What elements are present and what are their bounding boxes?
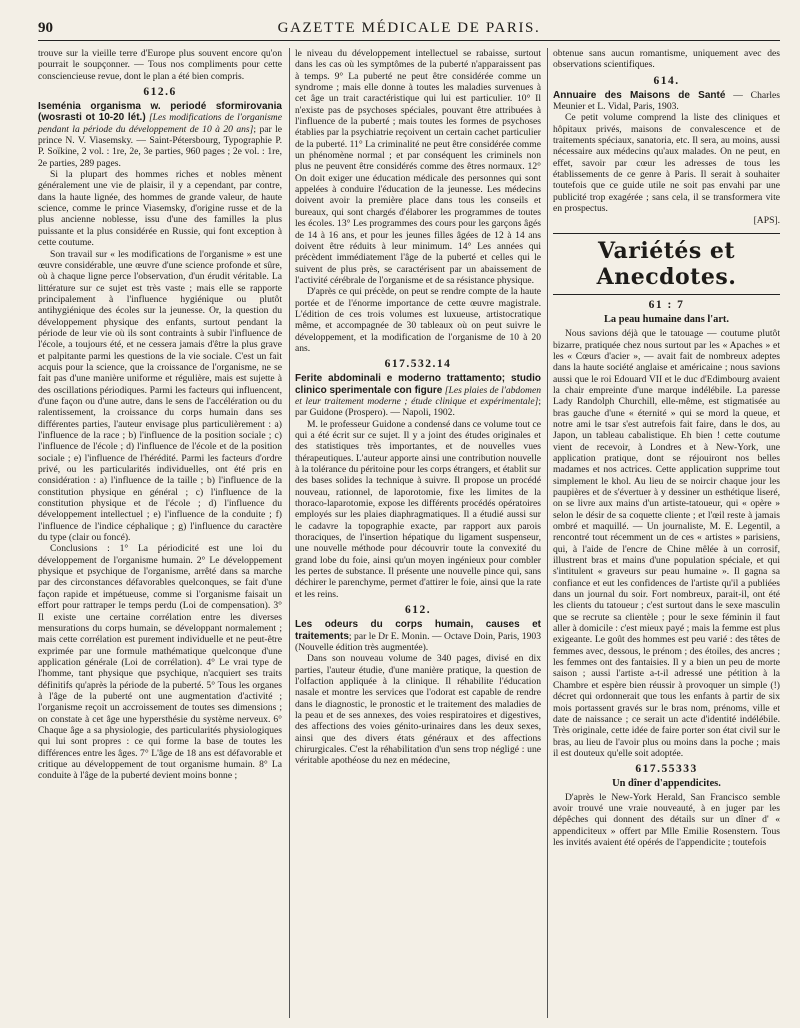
article-translation-guidone: [Les plaies de l'abdomen et leur traitement moderne ; étude clinique et expérimentale] (295, 384, 541, 407)
article-translation-viasemsky: [Les modifications de l'organisme pendant la période du développement de 10 à 20 ans] (38, 112, 282, 135)
article-title-guidone: Ferite abdominali e moderno trattamento; studio clinico sperimentale con figure (295, 373, 541, 396)
column-1 (38, 48, 282, 782)
article-citation-annuaire (553, 90, 780, 113)
article-title-diner: Un dîner d'appendicites. (612, 778, 721, 790)
article-number-617-532-14: 617.532.14 (384, 358, 452, 371)
section-heading: Variétés et Anecdotes. (553, 233, 780, 295)
intro-paragraph: trouve sur la vieille terre d'Europe plus souvent encore qu'on pourrait le soupçonner. — Tous nos compliments pour cette consciencieuse revue, dont le plan a été bien compris. (38, 48, 282, 82)
article-title-viasemsky: Iseménia organisma w. periodé sformirovania (wosrasti ot 10-20 lét.) (38, 101, 282, 124)
paragraph: Son travail sur « les modifications de l'organisme » est une œuvre considérable, une œuvre d'une science profonde et sûre, où à chaque ligne perce l'observation, d'un érudit véritable. La littérature sur ce sujet est très vaste ; mais elle se rapporte principalement à l'influence hygiénique ou plutôt antihygiénique des écoles sur la jeunesse. Or, la question du développement physique des enfants, surtout pendant la période de leur vie où ils sont contraints à subir l'influence de l'école, a toujours été, et ne cessera jamais d'être la plus grave et palpitante parmi les questions de la vie sociale. C'est un fait acquis pour la science, que la croissance de l'organisme, ne se fait pas d'une manière uniforme et régulière, mais est sujette à des oscillations périodiques. Parmi les facteurs qui influencent, d'une façon ou d'une autre, dans le sens de l'accélération ou du ralentissement, la croissance du corps humain dans ses différentes parties, l'auteur envisage plus particulièrement : a) l'influence de la race ; b) l'influence de la position sociale ; c) l'influence de l'école ; d) l'influence de l'école et de la position sociale ; e) l'influence de l'hérédité. Parmi les facteurs d'ordre privé, ou les particularités individuelles, ont été pris en considération : a) l'influence de la taille ; b) l'influence de la constitution physique en général ; c) l'influence de la constitution physique et de l'école ; d) l'influence du développement intellectuel ; e) l'influence de la conduite ; f) l'influence de l'indice céphalique ; g) l'influence du caractère du type (clair ou foncé). (38, 248, 282, 544)
article-citation-guidone (295, 373, 541, 418)
article-number-614: 614. (653, 74, 680, 87)
paragraph: M. le professeur Guidone a condensé dans ce volume tout ce qui a été écrit sur ce sujet. Il y a joint des études originales et des statistiques très importantes, et de nouvelles vues thérapeutiques. L'auteur apporte ainsi une contribution nouvelle à la tolérance du péritoine pour les corps étrangers, et établit sur des bases solides la technique à suivre. Il propose un procédé nouveau, rationnel, de laporotomie, fixe les limites de la thoraco-laparotomie, expose les différents procédés opératoires employés sur les plaies diaphragmatiques. Il a étudié aussi sur le cadavre la topographie exacte, par rapport aux parois thoraciques, de l'insertion hépatique du ligament suspenseur, une nouvelle méthode pour découvrir toute la convexité du grand lobe du foie, ainsi qu'un moyen ingénieux pour combler les pertes de substance. Il présente une nouvelle pince qui, sans déchirer le parenchyme, permet d'attirer le foie, ainsi que la rate et les reins. (295, 418, 541, 600)
article-biblio-monin: ; par le Dr E. Monin. — Octave Doin, Paris, 1903 (Nouvelle édition très augmentée). (295, 630, 541, 653)
article-title-monin: Les odeurs du corps humain, causes et traitements (295, 619, 541, 642)
article-biblio-annuaire: — Charles Meunier et L. Vidal, Paris, 1903. (553, 89, 780, 113)
article-biblio-guidone: ; par Guidone (Prospero). — Napoli, 1902. (295, 395, 541, 419)
column-2 (295, 48, 541, 767)
article-title-annuaire: Annuaire des Maisons de Santé (553, 89, 726, 101)
article-citation-viasemsky (38, 101, 282, 169)
paragraph: le niveau du développement intellectuel se rabaisse, surtout dans les cas où les symptômes de la puberté n'apparaissent pas à temps. 9° La puberté ne peut être considérée comme un syndrome ; mais elle donne à toutes les maladies survenues à cet âge un trait caractéristique qui lui est particulier. 10° Il n'existe pas de psychoses spéciales, pouvant être attribuées à l'influence de la puberté ; mais toutes les formes de psychoses établies par la psychiatrie reçoivent un certain cachet particulier de la puberté. 11° La criminalité ne peut être considérée comme un phénomène normal ; et par conséquent les criminels non plus ne peuvent être considérés comme des êtres normaux. 12° On doit exiger une éducation médicale des personnes qui sont appelées à conduire l'éducation de la jeunesse. Les médecins doivent avoir la première place dans tous les conseils et bureaux, qui sont chargés d'élaborer les programmes de toutes les écoles. 13° Les programmes des cours pour les garçons âgés de 14 à 16 ans, et pour les jeunes filles âgées de 12 à 14 ans doivent être réduits à leur minimum. 14° Les années qui précèdent immédiatement l'âge de la puberté et celles qui le suivent de plus près, se caractérisent par un abaissement de l'activité cérébrale de l'organisme et de sa résistance physique. (295, 48, 541, 286)
paragraph: obtenue sans aucun romantisme, uniquement avec des observations scientifiques. (553, 48, 780, 71)
article-number-612-6: 612.6 (143, 86, 177, 99)
paragraph: Conclusions : 1° La périodicité est une loi du développement de l'organisme humain. 2° Le développement physique et psychique de l'organisme, arrêté dans sa marche par des circonstances défavorables quelconques, se fait d'une façon rapide et impétueuse, comme si l'organisme faisait un effort pour rattraper le temps perdu (Loi de compensation). 3° Il existe une certaine corrélation entre les diverses mensurations du corps humain, se développant normalement ; mais cette corrélation est purement individuelle et ne peut-être exprimée par une formule mathématique quelconque d'une application générale (Loi de corrélation). 4° Le vrai type de l'homme, tant physique que psychique, n'acquiert ses traits définitifs qu'après la période de la puberté. 5° Tous les organes à l'âge de la puberté ont une augmentation d'activité ; l'organisme reçoit un accroissement de toutes ses dimensions ; on constate à cet âge une hypersthésie du système nerveux. 6° Chaque âge a sa physiologie, des particularités physiologiques qui lui sont propres : ce qui forme la base de toutes les différences entre les âges. 7° L'âge de 18 ans est défavorable et critique au développement de tout organisme humain. 8° La conduite à l'âge de la puberté devient moins bonne ; (38, 543, 282, 782)
column-3 (553, 48, 780, 848)
article-number-61-7: 61 : 7 (648, 298, 685, 311)
column-divider-2 (547, 48, 548, 1018)
paragraph: D'après le New-York Herald, San Francisco semble avoir trouvé une vraie nouveauté, à en juger par les dépêches qui donnent des détails sur un dîner d' « appendiciteux » offert par Mlle Emilie Rosenstern. Tous les invités avaient été opérés de l'appendicite ; toutefois (553, 791, 780, 848)
header-rule (38, 40, 780, 41)
column-divider-1 (289, 48, 290, 1018)
article-title-peau-humaine: La peau humaine dans l'art. (603, 313, 729, 325)
article-number-617-55333: 617.55333 (635, 763, 698, 776)
signature: [APS]. (753, 215, 780, 227)
paragraph: Nous savions déjà que le tatouage — coutume plutôt bizarre, pratiquée chez nous surtout par les « Apaches » et les « Cœurs d'acier », — avait fait de nombreux adeptes dans la haute société anglaise et américaine ; nous savions aussi que le roi Edouard VII et le duc d'Edimbourg avaient la chair empreinte d'une marque indélébile. La paresse Lady Randolph Churchill, elle-même, est stigmatisée au bras gauche d'une « éternité » qui se mord la queue, et notre ami le tsar s'est autrefois fait faire, dans le dos, au Japon, un tableau cabalistique. Eh bien ! cette coutume vient de recevoir, à Londres et à New-York, une application pratique, dont se réjouiront nos belles madames et nos actrices. Cette application supprime tout simplement le khol. Au lieu de se noircir chaque jour les paupières et de s'évertuer à y dessiner un esthétique liseré, on se livre aux mains d'un artiste-tatoueur, qui « opère » selon le désir de sa coquette cliente ; et l'œil reste à jamais ombré et maquillé. — Un journaliste, M. E. Legentil, a rencontré tout récemment un de ces « artistes » parisiens, qui, à l'aide de l'encre de Chine mêlée à un corrosif, illustrent bras et mains d'une population spéciale, et qui s'intitulent « graveurs sur peau humaine ». Il gagna sa confiance et eut les confidences de l'artiste qu'il a publiées dans un journal du soir. Fort nombreux, parait-il, ont été les clients du tatoueur ; c'est surtout dans le sexe masculin que se recrute sa clientèle ; pour le sexe féminin il faut aller à domicile : c'est mieux payé ; mais la femme est plus exigeante. Le goût des hommes est peu varié : des têtes de femmes avec, dessous, le prénom ; des étoiles, des ancres ; les femmes ont des fantaisies. Il y a bien un peu de morte saison ; aussi l'artiste a-t-il adressé une pétition à la Chambre et espère bien réussir à provoquer un simple (!) décret qui ordonnerait que tous les enfants à partir de six mois portassent gravés sur le bras nom, prénoms, ville et date de naissance ; ce serait un acte d'identité indélébile. Très originale, cette idée de faire porter son état civil sur le bras, au lieu de l'avoir plus ou moins dans la poche ; mais il est douteux qu'elle soit adoptée. (553, 328, 780, 759)
article-citation-monin (295, 619, 541, 653)
journal-title: GAZETTE MÉDICALE DE PARIS. (277, 20, 541, 36)
paragraph: Ce petit volume comprend la liste des cliniques et hôpitaux privés, maisons de convalescence et de traitements spéciaux, sanatoria, etc. Il sera, au moins, aussi nécessaire aux médecins qu'aux malades. On ne peut, en effet, savoir par cœur les adresses de tous les établissements de ce genre à Paris. Il serait à souhaiter toutefois que ce guide utile ne soit pas envahi par une publicité trop exagérée ; sans cela, il se transformera vite en prospectus. (553, 112, 780, 215)
article-number-612: 612. (404, 604, 432, 617)
paragraph: Dans son nouveau volume de 340 pages, divisé en dix parties, l'auteur étudie, d'une manière pratique, la question de l'olfaction appliquée à la clinique. Il réhabilite l'éducation nasale et montre les services que l'odorat est capable de rendre dans le diagnostic, le pronostic et le traitement des maladies de la peau et de ses annexes, des voies respiratoires et digestives, des affections des voies génito-urinaires dans les deux sexes, ainsi que des divers états généraux et des affections chirurgicales. C'est la réhabilitation d'un sens trop négligé : une véritable apothéose du nez en médecine, (295, 653, 541, 767)
paragraph: D'après ce qui précède, on peut se rendre compte de la haute portée et de l'énorme importance de cette œuvre magistrale. L'édition de ces trois volumes est luxueuse, artistocratique même, et accompagnée de 30 tableaux où on peut suivre le développement, et la modification de l'organisme de 10 à 20 ans. (295, 286, 541, 354)
article-biblio-viasemsky: ; par le prince N. V. Viasemsky. — Saint-Pétersbourg, Typographie P. P. Soïkine, 2 vol. : 1re, 2e, 3e parties, 960 pages ; 2e vol. : 1re, 2e parties, 289 pages. (38, 123, 283, 169)
page-number: 90 (38, 20, 53, 36)
page-header (38, 18, 780, 38)
paragraph: Si la plupart des hommes riches et nobles mènent généralement une vie de plaisir, il y a cependant, par contre, dans la haute lignée, des hommes de grande valeur, de haute science, comme le prince Viasemsky, d'origine russe et de la plus ancienne noblesse, issu d'une des familles la plus puissante et la plus considérée en Russie, qui font exception à cette coutume. (38, 169, 282, 249)
